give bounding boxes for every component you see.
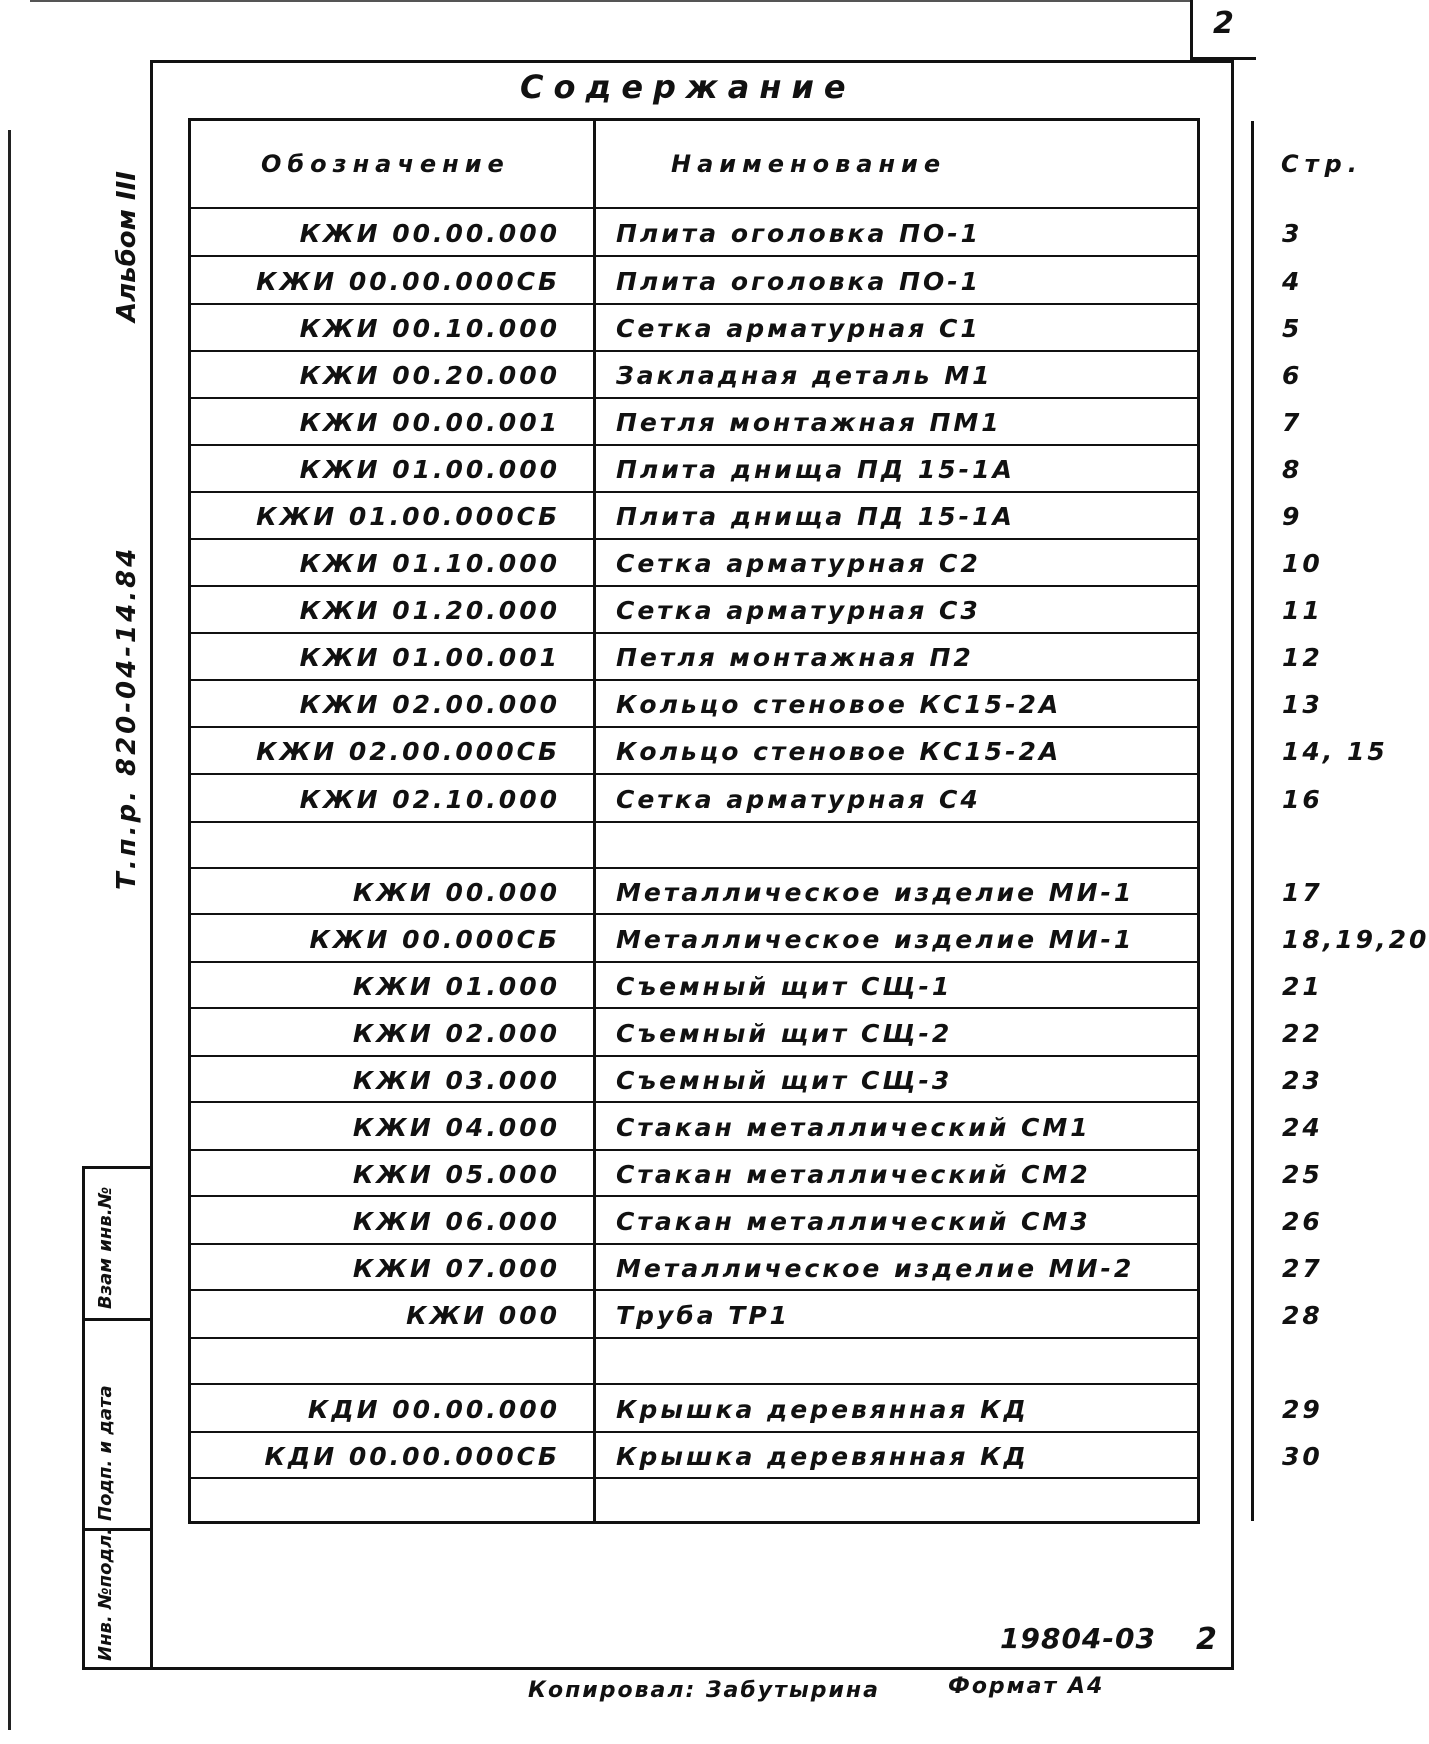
row-designation: [191, 1479, 596, 1523]
row-page: 14, 15: [1282, 737, 1388, 766]
table-row: [191, 1007, 1323, 1057]
row-designation: КЖИ 07.000: [352, 1253, 560, 1283]
table-row: [191, 632, 1323, 681]
row-page: 10: [1282, 549, 1323, 578]
doc-number: 19804-03: [1000, 1622, 1156, 1655]
row-page: 11: [1282, 596, 1323, 625]
row-page: 4: [1282, 266, 1303, 296]
row-page: 28: [1282, 1300, 1323, 1330]
row-page: [1254, 823, 1384, 869]
row-page: 17: [1282, 877, 1323, 907]
top-edge-line: [30, 0, 1190, 2]
table-row-empty: [191, 1477, 1197, 1523]
row-name: Металлическое изделие МИ-1: [616, 877, 1135, 907]
table-row: [191, 961, 1323, 1009]
table-row: [191, 444, 1303, 493]
table-row: [191, 1431, 1323, 1479]
row-page: 23: [1282, 1065, 1323, 1095]
row-designation: КЖИ 00.00.000: [299, 218, 560, 248]
row-designation: КЖИ 01.20.000: [299, 596, 560, 625]
row-designation: [191, 1339, 596, 1385]
row-name: Плита оголовка ПО-1: [616, 266, 982, 296]
row-designation: КЖИ 01.10.000: [299, 549, 560, 578]
row-name: Плита оголовка ПО-1: [616, 218, 982, 248]
row-page: 7: [1282, 408, 1303, 437]
table-row: [191, 773, 1323, 823]
row-designation: КЖИ 02.00.000: [299, 690, 560, 719]
row-designation: КЖИ 06.000: [352, 1206, 560, 1236]
row-page: 29: [1282, 1394, 1323, 1424]
table-row: [191, 1243, 1323, 1291]
row-designation: КЖИ 05.000: [352, 1159, 560, 1189]
row-page: 26: [1282, 1206, 1323, 1236]
row-name: Съемный щит СЩ-3: [616, 1065, 953, 1095]
table-row-empty: [191, 1337, 1197, 1385]
table-row: [191, 1383, 1323, 1433]
table-row: [191, 255, 1303, 305]
row-designation: КЖИ 000: [406, 1300, 560, 1330]
row-name: Кольцо стеновое КС15-2А: [616, 690, 1062, 719]
row-page: 22: [1282, 1018, 1323, 1048]
row-designation: [191, 823, 596, 869]
row-name: Плита днища ПД 15-1А: [616, 455, 1015, 484]
contents-table: [188, 118, 1429, 1524]
row-designation: КЖИ 01.00.000СБ: [256, 502, 560, 531]
row-name: Съемный щит СЩ-2: [616, 1018, 953, 1048]
header-designation: Обозначение: [261, 150, 510, 178]
row-page: 6: [1282, 361, 1303, 390]
row-designation: КЖИ 02.10.000: [299, 784, 560, 814]
row-page: 24: [1282, 1112, 1323, 1142]
stamp-replace-label: Взам инв.№: [95, 1186, 116, 1309]
stamp-inv-label: Инв. №подл.: [95, 1527, 116, 1661]
row-page: 3: [1282, 218, 1303, 248]
row-page: 21: [1282, 971, 1323, 1001]
table-row: [191, 679, 1323, 728]
row-designation: КЖИ 00.00.001: [299, 408, 560, 437]
row-name: Стакан металлический СМ3: [616, 1206, 1091, 1236]
sheet-number: 2: [1196, 1622, 1220, 1657]
row-page: 27: [1282, 1253, 1323, 1283]
row-name: Сетка арматурная С3: [616, 596, 981, 625]
row-page: 12: [1282, 643, 1323, 672]
row-name: Металлическое изделие МИ-1: [616, 924, 1135, 954]
row-name: [596, 823, 1256, 869]
row-name: Стакан металлический СМ1: [616, 1112, 1091, 1142]
table-row: [191, 1055, 1323, 1103]
row-page: 16: [1282, 784, 1323, 814]
page-title: Содержание: [520, 68, 856, 106]
row-name: Петля монтажная П2: [616, 643, 974, 672]
table-row: [191, 1289, 1323, 1339]
row-name: Труба ТР1: [616, 1300, 791, 1330]
row-designation: КЖИ 00.000: [352, 877, 560, 907]
row-page: [1254, 1479, 1384, 1523]
table-row: [191, 1195, 1323, 1245]
row-page: 9: [1282, 502, 1303, 531]
table-row: [191, 350, 1303, 399]
row-designation: КЖИ 01.000: [352, 971, 560, 1001]
row-name: [596, 1339, 1256, 1385]
stamp-block: [82, 1166, 150, 1670]
album-label: Альбом III: [112, 171, 142, 322]
table-row: [191, 303, 1303, 352]
row-name: Крышка деревянная КД: [616, 1441, 1029, 1471]
table-header-row: [191, 121, 1363, 207]
sheet-corner-box: [1190, 0, 1256, 60]
row-page: 5: [1282, 314, 1303, 343]
stamp-cell-sign: [85, 1321, 150, 1531]
row-page: 30: [1282, 1441, 1323, 1471]
row-page: 25: [1282, 1159, 1323, 1189]
row-name: Петля монтажная ПМ1: [616, 408, 1002, 437]
header-page: Стр.: [1281, 150, 1363, 178]
row-name: Стакан металлический СМ2: [616, 1159, 1091, 1189]
row-designation: КЖИ 00.20.000: [299, 361, 560, 390]
row-name: Закладная деталь М1: [616, 361, 993, 390]
copied-by: Копировал: Забутырина: [528, 1678, 880, 1703]
table-row: [191, 1149, 1323, 1197]
row-designation: КЖИ 00.00.000СБ: [256, 266, 560, 296]
row-name: Крышка деревянная КД: [616, 1394, 1029, 1424]
row-designation: КЖИ 00.10.000: [299, 314, 560, 343]
row-designation: КЖИ 00.000СБ: [309, 924, 560, 954]
table-row-empty: [191, 821, 1197, 869]
row-name: Сетка арматурная С1: [616, 314, 981, 343]
row-designation: КЖИ 03.000: [352, 1065, 560, 1095]
row-page: [1254, 1339, 1384, 1385]
row-page: 18,19,20: [1282, 924, 1429, 954]
stamp-cell-replace: [85, 1169, 150, 1321]
row-designation: КДИ 00.00.000: [307, 1394, 560, 1424]
row-page: 8: [1282, 455, 1303, 484]
row-page: 13: [1282, 690, 1323, 719]
table-row: [191, 913, 1429, 963]
table-row: [191, 491, 1303, 540]
table-row: [191, 397, 1303, 446]
row-designation: КЖИ 01.00.001: [299, 643, 560, 672]
row-name: Кольцо стеновое КС15-2А: [616, 737, 1062, 766]
left-edge-line: [8, 130, 11, 1730]
row-name: Сетка арматурная С2: [616, 549, 981, 578]
table-row: [191, 867, 1323, 915]
table-row: [191, 1101, 1323, 1151]
format-label: Формат А4: [948, 1674, 1105, 1699]
table-row: [191, 726, 1388, 775]
row-designation: КЖИ 02.000: [352, 1018, 560, 1048]
row-name: Металлическое изделие МИ-2: [616, 1253, 1135, 1283]
row-name: Плита днища ПД 15-1А: [616, 502, 1015, 531]
stamp-cell-inv: [85, 1527, 150, 1670]
header-name: Наименование: [671, 150, 947, 178]
row-designation: КЖИ 02.00.000СБ: [256, 737, 560, 766]
row-name: Съемный щит СЩ-1: [616, 971, 953, 1001]
table-row: [191, 538, 1323, 587]
row-designation: КЖИ 04.000: [352, 1112, 560, 1142]
stamp-sign-label: Подп. и дата: [95, 1385, 116, 1521]
table-row: [191, 585, 1323, 634]
row-designation: КЖИ 01.00.000: [299, 455, 560, 484]
project-label: Т.п.р. 820-04-14.84: [112, 545, 142, 890]
row-name: [596, 1479, 1256, 1523]
table-row: [191, 207, 1303, 257]
sheet-number-top: 2: [1213, 6, 1237, 41]
row-designation: КДИ 00.00.000СБ: [264, 1441, 560, 1471]
row-name: Сетка арматурная С4: [616, 784, 981, 814]
